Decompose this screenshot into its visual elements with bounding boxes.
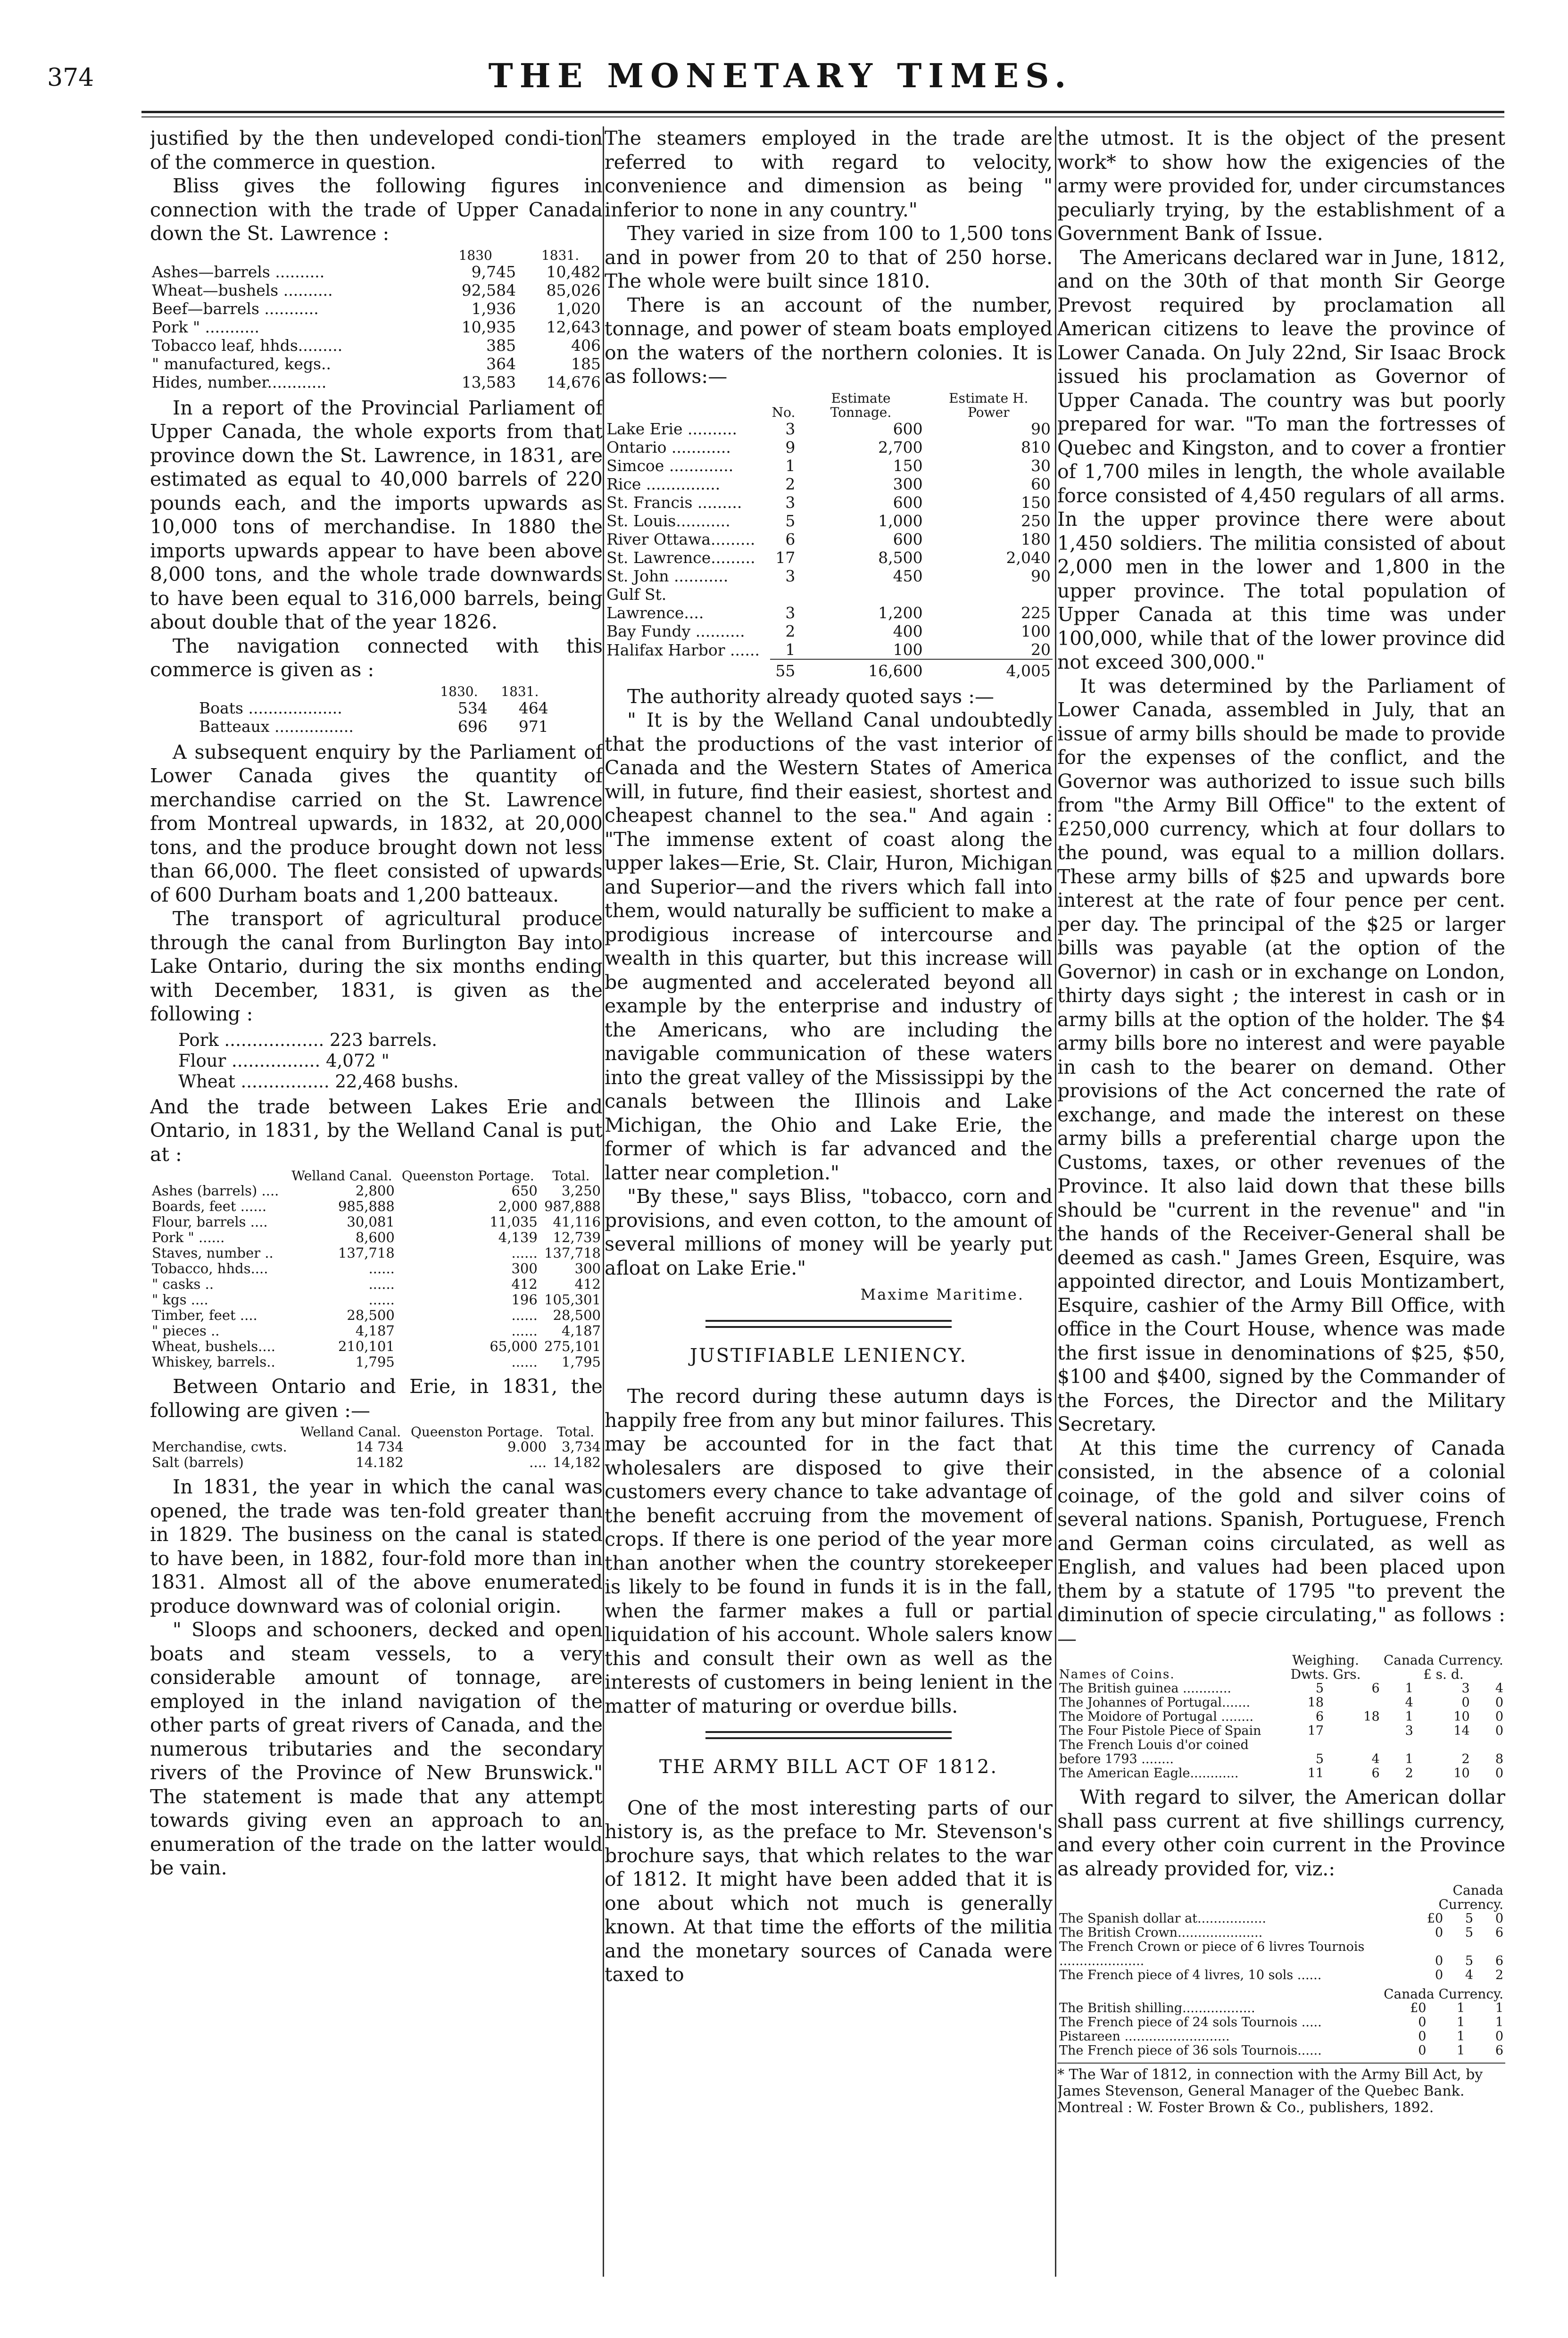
paragraph: The steamers employed in the trade are referred to with regard to velocity, convenience and dimension as being " inferior to none in any country." [605,127,1053,221]
welland-canal-table: Welland Canal. Queenston Portage. Total. Ashes (barrels) .... 2,800 650 3,250 Boards, feet ...... 985,888 2,000 987,888 Flour, barrels .... 30,081 11,035 41,116 Pork " ...... 8,600 4,139 12,739 Staves, number .. 137,718 ...... 137,718 Tobacco, hhds.... ...... 300 300 " casks .. ...... 412 412 " kgs .... ...... 196 105,301 Timber, feet .... 28,500 ...... 28,500 " pieces .. 4,187 ...... 4,187 Wheat, bushels.... 210,101 65,000 275,101 Whiskey, barrels.. 1,795 ...... 1,795 [150,1169,603,1370]
table-row: Ontario ............ 9 2,700 810 [606,438,1051,456]
table-row: Pork " ........... 10,935 12,643 [152,317,601,336]
paragraph: A subsequent enquiry by the Parliament of Lower Canada gives the quantity of merchandise carried on the St. Lawrence from Montreal upwards, in 1832, at 20,000 tons, and the produce brought down not less than 66,000. The fleet consisted of upwards of 600 Durham boats and 1,200 batteaux. [150,740,603,906]
table-row: Pork " ...... 8,600 4,139 12,739 [152,1229,601,1245]
table-row: Bay Fundy .......... 2 400 100 [606,622,1051,640]
table-row: The Johannes of Portugal....... 18 4 0 0 [1059,1695,1503,1710]
table-row: The British Crown..................... 0 5 6 [1059,1925,1503,1940]
paragraph: With regard to silver, the American dollar shall pass current at five shillings currency, and every other coin current in the Province as already provided for, viz.: [1057,1786,1505,1880]
table-row: Tobacco, hhds.... ...... 300 300 [152,1260,601,1277]
table-row: Flour, barrels .... 30,081 11,035 41,116 [152,1214,601,1230]
table-row: The American Eagle............ 11 6 2 10 0 [1059,1766,1503,1781]
table-row: Lake Erie .......... 3 600 90 [606,419,1051,438]
table-row: The French piece of 24 sols Tournois ..... 0 1 1 [1059,2015,1503,2030]
masthead-title: THE MONETARY TIMES. [488,56,1073,95]
paragraph: There is an account of the number, tonnage, and power of steam boats employed on the waters of the northern colonies. It is as follows:— [605,293,1053,388]
table-row: Ashes—barrels .......... 9,745 10,482 [152,262,601,281]
paragraph: In 1831, the year in which the canal was opened, the trade was ten-fold greater than in 1829. The business on the canal is stated to have been, in 1882, four-fold more than in 1831. Almost all of the above enumerated produce downward was of colonial origin. [150,1476,603,1617]
table-row: The Moidore of Portugal ........ 6 18 1 10 0 [1059,1709,1503,1724]
table-row: The British shilling.................. £0 1 1 [1059,2001,1503,2015]
paragraph: At this time the currency of Canada consisted, in the absence of a colonial coinage, of the gold and silver coins of several nations. Spanish, Portuguese, French and German coins circulated, as well as English, and values had been placed upon them by a statute of 1795 "to prevent the diminution of specie circulating," as follows :— [1057,1436,1505,1650]
table-row: Pistareen .......................... 0 1 0 [1059,2029,1503,2044]
table-row: St. Francis ......... 3 600 150 [606,493,1051,512]
table-row: Tobacco leaf, hhds......... 385 406 [152,336,601,355]
paragraph: the utmost. It is the object of the present work* to show how the exigencies of the army were provided for, under circumstances peculiarly trying, by the establishment of a Government Bank of Issue. [1057,127,1505,245]
table-row: St. Louis........... 5 1,000 250 [606,511,1051,530]
table-row: The French piece of 36 sols Tournois...... 0 1 6 [1059,2043,1503,2058]
table-row: The British guinea ............ 5 6 1 3 4 [1059,1681,1503,1696]
table-row: Boats ................... 534 464 [199,698,548,717]
table-row: Whiskey, barrels.. 1,795 ...... 1,795 [152,1354,601,1370]
table-row: Hides, number............ 13,583 14,676 [152,373,601,391]
table-row: Rice ............... 2 300 60 [606,474,1051,493]
table-row: Boards, feet ...... 985,888 2,000 987,888 [152,1198,601,1214]
section-divider [705,1320,952,1328]
paragraph: The authority already quoted says :— [627,685,995,708]
paragraph: The transport of agricultural produce through the canal from Burlington Bay into Lake Ontario, during the six months ending with December, 1831, is given as the following : [150,907,603,1025]
steam-boats-table: No. Estimate Tonnage. Estimate H. Power Lake Erie .......... 3 600 90 Ontario ............ 9 2,700 810 Simcoe ............. 1 150 30 Rice ............... 2 300 60 St. Francis ......... 3 600 150 St. Louis........... 5 1,000 250 River Ottawa......... 6 600 180 St. Lawrence......... 17 8,500 2,040 St. John ........... 3 450 90 Gulf St. Lawrence.... 3 1,200 225 Bay Fundy .......... 2 400 100 Halifax Harbor ...... 1 100 20 55 16,600 4,005 [605,391,1053,680]
table-row: The Spanish dollar at................. £0 5 0 [1059,1911,1503,1926]
table-row: " pieces .. 4,187 ...... 4,187 [152,1323,601,1339]
header-rule [141,111,1504,113]
paragraph: justified by the then undeveloped condi-tion of the commerce in question. [150,127,603,174]
column-1 [150,126,603,2274]
table-row: Batteaux ................ 696 971 [199,717,548,736]
paragraph: " Sloops and schooners, decked and open boats and steam vessels, to a very considerable amount of tonnage, are employed in the inland navigation of the other parts of great rivers of Canada, and the numerous tributaries and the secondary rivers of the Province of New Brunswick." The statement is made that any attempt towards giving even an approach to an enumeration of the trade on the latter would be vain. [150,1618,603,1879]
table-row: The French Crown or piece of 6 livres Tournois ..................... 0 5 6 [1059,1940,1503,1968]
article-heading: JUSTIFIABLE LENIENCY. [689,1344,968,1367]
paragraph: It was determined by the Parliament of Lower Canada, assembled in July, that an issue of army bills should be made to provide for the expenses of the conflict, and the Governor was authorized to issue such bills from "the Army Bill Office" to the extent of £250,000 currency, which at four dollars to the pound, was equal to a million dollars. These army bills of $25 and upwards bore interest at the rate of four pence per cent. per day. The principal of the $25 or larger bills was payable (at the option of the Governor) in cash or in exchange on London, thirty days sight ; the interest in cash or in army bills at the option of the holder. The $4 army bills bore no interest and were payable in cash to the bearer on demand. Other provisions of the Act concerned the rate of exchange, and made the interest on these army bills a preferential charge upon the Customs, taxes, or other revenues of the Province. It also laid down that these bills should be "current in the revenue" and "in the hands of the Receiver-General shall be deemed as cash." James Green, Esquire, was appointed director, and Louis Montizambert, Esquire, cashier of the Army Bill Office, with office in the Court House, whence was made the first issue in denominations of $25, $50, $100 and $400, signed by the Commander of the Forces, the Director and the Military Secretary. [1057,674,1505,1435]
table-row: " casks .. ...... 412 412 [152,1276,601,1292]
produce-list [178,1030,603,1092]
footnote: * The War of 1812, in connection with the Army Bill Act, by James Stevenson, General Manager of the Quebec Bank. Montreal : W. Foster Brown & Co., publishers, 1892. [1057,2063,1505,2116]
table-row: " kgs .... ...... 196 105,301 [152,1292,601,1308]
section-divider [705,1731,952,1739]
silver-coin-table: Canada Currency. The Spanish dollar at................. £0 5 0 The British Crown..................... 0 5 6 The French Crown or piece of 6 livres Tournois ..................... 0 5 6 The French piece of 4 livres, 10 sols ...... 0 4 2 [1057,1883,1505,1982]
column-divider [603,126,604,2277]
paragraph: The navigation connected with this commerce is given as : [150,634,603,681]
paragraph: The Americans declared war in June, 1812, and on the 30th of that month Sir George Prevost required by proclamation all American citizens to leave the province of Lower Canada. On July 22nd, Sir Isaac Brock issued his proclamation as Governor of Upper Canada. The country was but poorly prepared for war. "To man the fortresses of Quebec and Kingston, and to cover a frontier of 1,700 miles in length, the whole available force consisted of 4,450 regulars of all arms. In the upper province there were about 1,450 soldiers. The militia consisted of about 2,000 men in the lower and 1,800 in the upper province. The total population of Upper Canada at this time was under 100,000, while that of the lower province did not exceed 300,000." [1057,246,1505,673]
page-header [28,50,1533,101]
paragraph: Between Ontario and Erie, in 1831, the following are given :— [150,1375,603,1422]
table-row: Beef—barrels ........... 1,936 1,020 [152,299,601,318]
column-2 [605,126,1053,2274]
table-row: Ashes (barrels) .... 2,800 650 3,250 [152,1183,601,1199]
table-row: Wheat, bushels.... 210,101 65,000 275,101 [152,1338,601,1354]
table-row: St. Lawrence......... 17 8,500 2,040 [606,548,1051,567]
table-row: " manufactured, kegs.. 364 185 [152,354,601,373]
table-row: Halifax Harbor ...... 1 100 20 [606,640,1051,659]
paragraph: In a report of the Provincial Parliament of Upper Canada, the whole exports from that province down the St. Lawrence, in 1831, are estimated as equal to 40,000 barrels of 220 pounds each, and the imports upwards as 10,000 tons of merchandise. In 1880 the imports upwards appear to have been above 8,000 tons, and the whole trade downwards to have been equal to 316,000 barrels, being about double that of the year 1826. [150,396,603,633]
table-row: Wheat—bushels .......... 92,584 85,026 [152,281,601,299]
table-row: The French piece of 4 livres, 10 sols ...... 0 4 2 [1059,1968,1503,1982]
table-row: River Ottawa......... 6 600 180 [606,530,1051,548]
table-row: Simcoe ............. 1 150 30 [606,456,1051,475]
header-rule-thin [141,116,1504,117]
list-item: Wheat ................ 22,468 bushs. [178,1071,459,1092]
table-row: Timber, feet .... 28,500 ...... 28,500 [152,1307,601,1323]
paragraph: One of the most interesting parts of our history is, as the preface to Mr. Stevenson's brochure says, that which relates to the war of 1812. It might have been added that it is one about which not much is generally known. At that time the efforts of the militia and the monetary sources of Canada were taxed to [605,1796,1053,1986]
ontario-erie-table: Welland Canal. Queenston Portage. Total. Merchandise, cwts. 14 734 9.000 3,734 Salt (barrels) 14.182 .... 14,182 [150,1425,603,1470]
list-item: Flour ................ 4,072 " [178,1050,390,1071]
list-item: Pork .................. 223 barrels. [178,1029,437,1050]
page-number: 374 [47,64,94,92]
table-row: Gulf St. Lawrence.... 3 1,200 225 [606,585,1051,622]
table-row: The French Louis d'or coined before 1793 ........ 5 4 1 2 8 [1059,1738,1503,1766]
table-row: The Four Pistole Piece of Spain 17 3 14 0 [1059,1724,1503,1738]
paragraph: They varied in size from 100 to 1,500 tons and in power from 20 to that of 250 horse. The whole were built since 1810. [605,222,1053,292]
table-row: Merchandise, cwts. 14 734 9.000 3,734 [152,1439,601,1455]
paragraph: " It is by the Welland Canal undoubtedly that the productions of the vast interior of Canada and the Western States of America will, in future, find their easiest, shortest and cheapest channel to the sea." And again : "The immense extent of coast along the upper lakes—Erie, St. Clair, Huron, Michigan and Superior—and the rivers which fall into them, would naturally be sufficient to make a prodigious increase of intercourse and wealth in this quarter, but this increase will be augmented and accelerated beyond all example by the enterprise and industry of the Americans, who are including the navigable communication of these waters into the great valley of the Mississippi by the canals between the Illinois and Lake Michigan, the Ohio and Lake Erie, the former of which is far advanced and the latter near completion." [605,709,1053,1184]
paragraph: The record during these autumn days is happily free from any but minor failures. This may be accounted for in the fact that wholesalers are disposed to give their customers every chance to take advantage of the benefit accruing from the movement of crops. If there is one period of the year more than another when the country storekeeper is likely to be found in funds it is in the fall, when the farmer makes a full or partial liquidation of his account. Whole salers know this and consult their own as well as the interests of customers in being lenient in the matter of maturing or overdue bills. [605,1385,1053,1717]
article-heading: THE ARMY BILL ACT OF 1812. [659,1756,998,1778]
column-divider [1055,126,1056,2277]
table-row: Staves, number .. 137,718 ...... 137,718 [152,1245,601,1261]
coin-table: Names of Coins. Weighing. Dwts. Grs. Canada Currency. £ s. d. The British guinea ............ 5 6 1 3 4 The Johannes of Portugal....... 18 4 0 0 The Moidore of Portugal ........ 6 18 1 10 0 The Four Pistole Piece of Spain 17 3 14 0 The French Louis d'or coined before 1793 ........ 5 4 1 2 8 The American Eagle............ 11 6 2 10 0 [1057,1653,1505,1781]
paragraph: Bliss gives the following figures in connection with the trade of Upper Canada down the St. Lawrence : [150,174,603,245]
silver-coin-table-2: Canada Currency. The British shilling.................. £0 1 1 The French piece of 24 sols Tournois ..... 0 1 1 Pistareen .......................... 0 1 0 The French piece of 36 sols Tournois...... 0 1 6 [1057,1987,1505,2058]
paragraph: And the trade between Lakes Erie and Ontario, in 1831, by the Welland Canal is put at : [150,1095,603,1166]
navigation-table: 1830. 1831. Boats ................... 534 464 Batteaux ................ 696 971 [197,685,550,736]
upper-canada-trade-table: 1830 1831. Ashes—barrels .......... 9,745 10,482 Wheat—bushels .......... 92,584 85,026 Beef—barrels ........... 1,936 1,020 Pork " ........... 10,935 12,643 Tobacco leaf, hhds......... 385 406 " manufactured, kegs.. 364 185 Hides, number............ 13,583 14,676 [150,249,603,391]
column-3 [1057,126,1505,2274]
table-row: St. John ........... 3 450 90 [606,566,1051,585]
paragraph: "By these," says Bliss, "tobacco, corn and provisions, and even cotton, to the amount of several millions of money will be yearly put afloat on Lake Erie." [605,1185,1053,1279]
author-signature: Maxime Maritime. [860,1285,1024,1303]
table-row: Salt (barrels) 14.182 .... 14,182 [152,1454,601,1470]
